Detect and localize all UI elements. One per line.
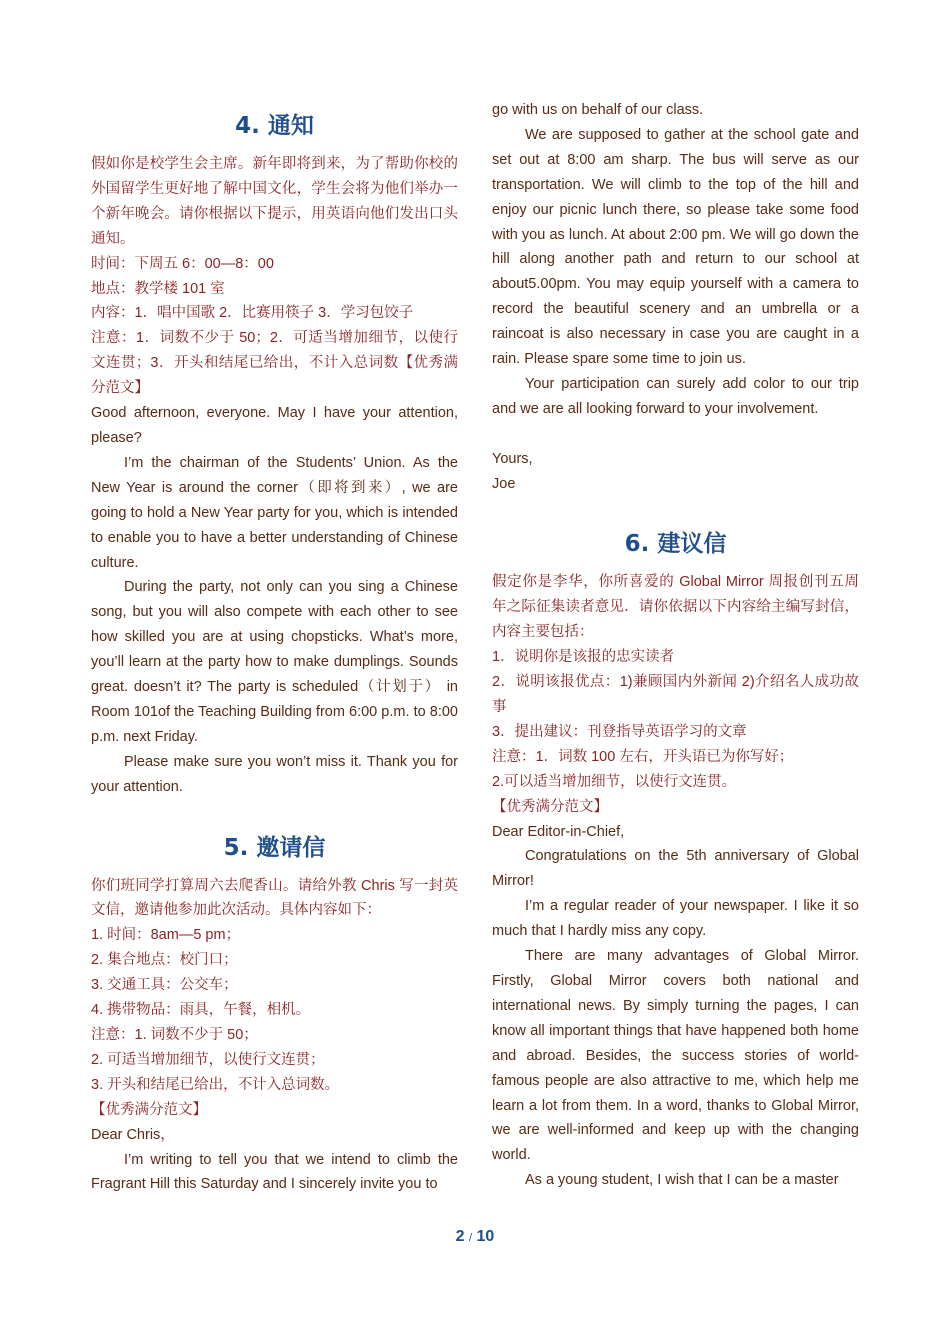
s4-paragraph-1: I’m the chairman of the Students’ Union. As the New Year is around the corner（即将到来）, we are going to hold a New Year party for you, which is intended to enable you to have a better understanding of Chinese culture. [91,454,458,571]
s6-paragraph-1: Congratulations on the 5th anniversary of Global Mirror! [492,848,859,890]
s5-note-2: 2. 可适当增加细节，以使行文连贯； [91,1051,325,1068]
s6-note-1: 注意：1．词数 100 左右，开头语已为你写好； [492,748,794,765]
s6-item-2: 2．说明该报优点：1)兼顾国内外新闻 2)介绍名人成功故事 [492,674,859,716]
left-column [91,108,458,1197]
page-current: 2 [455,1228,465,1245]
section-4-heading: 4. 通知 [235,113,314,139]
s6-note-2: 2.可以适当增加细节，以使行文连贯。 [492,773,737,790]
s5-note-3: 3. 开头和结尾已给出，不计入总词数。 [91,1076,340,1093]
s4-place: 地点：教学楼 101 室 [91,280,225,297]
s4-paragraph-2: During the party, not only can you sing a Chinese song, but you will also compete with each other to see how skilled you are at using chopsticks. What’s more, you’ll learn at the party how to make dumplings. Sounds great. doesn’t it? The party is scheduled（计划于） in Room 101of the Teaching Building from 6:00 p.m. to 8:00 p.m. next Friday. [91,579,458,745]
s6-sample-label: 【优秀满分范文】 [492,798,608,815]
s4-opening: Good afternoon, everyone. May I have your attention, please? [91,405,458,446]
s6-paragraph-3: There are many advantages of Global Mirror. Firstly, Global Mirror covers both national and international news. By simply turning the pages, I can know all important things that have happened both home and abroad. Besides, the success stories of world-famous people are also attractive to me, which help me learn a lot from them. In a word, thanks to Global Mirror, we are well-informed and keep up with the changing world. [492,948,859,1164]
s6-prompt: 假定你是李华，你所喜爱的 Global Mirror 周报创刊五周年之际征集读者意见．请你依据以下内容给主编写封信，内容主要包括： [492,574,859,641]
s5-sample-label: 【优秀满分范文】 [91,1101,207,1118]
s5-closing: Yours, [492,450,533,467]
s5-paragraph-3: Your participation can surely add color to our trip and we are all looking forward to your involvement. [492,375,859,417]
s6-paragraph-2: I’m a regular reader of your newspaper. I like it so much that I hardly miss any copy. [492,898,859,940]
s5-item-2: 2. 集合地点：校门口； [91,952,238,969]
s4-time: 时间：下周五 6：00—8：00 [91,255,274,272]
s5-paragraph-1: I’m writing to tell you that we intend to climb the Fragrant Hill this Saturday and I sincerely invite you to [91,1151,458,1193]
s6-item-1: 1．说明你是该报的忠实读者 [492,649,675,666]
s6-paragraph-4: As a young student, I wish that I can be a master [525,1172,839,1189]
s4-note: 注意：1．词数不少于 50；2．可适当增加细节，以使行文连贯；3．开头和结尾已给出，不计入总词数【优秀满分范文】 [91,330,458,397]
s5-item-1: 1. 时间：8am—5 pm； [91,927,241,944]
page-separator: / [469,1232,473,1244]
s5-paragraph-2: We are supposed to gather at the school gate and set out at 8:00 am sharp. The bus will serve as our transportation. We will climb to the top of the hill and enjoy our picnic lunch there, so please take some food with you as lunch. At about 2:00 pm. We will go down the hill along another path and return to our school at about5.00pm. You may equip yourself with a camera to record the beautiful scenery and an umbrella or a raincoat is also necessary in case you are caught in a rain. Please spare some time to join us. [492,126,859,368]
page-total: 10 [476,1228,495,1245]
section-5-heading: 5. 邀请信 [223,834,326,861]
section-6-heading: 6. 建议信 [624,531,727,558]
s4-content: 内容：1．唱中国歌 2．比赛用筷子 3．学习包饺子 [91,305,414,322]
s5-item-4: 4. 携带物品：雨具，午餐，相机。 [91,1002,311,1019]
s5-prompt: 你们班同学打算周六去爬香山。请给外教 Chris 写一封英文信，邀请他参加此次活动。具体内容如下： [91,877,458,919]
s4-prompt: 假如你是校学生会主席。新年即将到来，为了帮助你校的外国留学生更好地了解中国文化，学生会将为他们举办一个新年晚会。请你根据以下提示，用英语向他们发出口头通知。 [91,156,458,247]
s4-paragraph-3: Please make sure you won’t miss it. Thank you for your attention. [91,753,458,795]
s5-greeting: Dear Chris， [91,1126,175,1143]
s5-item-3: 3. 交通工具：公交车； [91,977,238,994]
s6-item-3: 3．提出建议：刊登指导英语学习的文章 [492,723,747,740]
s5-signature: Joe [492,475,516,492]
s5-note-1: 注意：1. 词数不少于 50； [91,1027,258,1043]
right-column [492,98,859,1193]
s6-greeting: Dear Editor-in-Chief, [492,823,625,840]
s5-paragraph-1-continued: go with us on behalf of our class. [492,102,704,118]
page-number [0,1228,950,1246]
